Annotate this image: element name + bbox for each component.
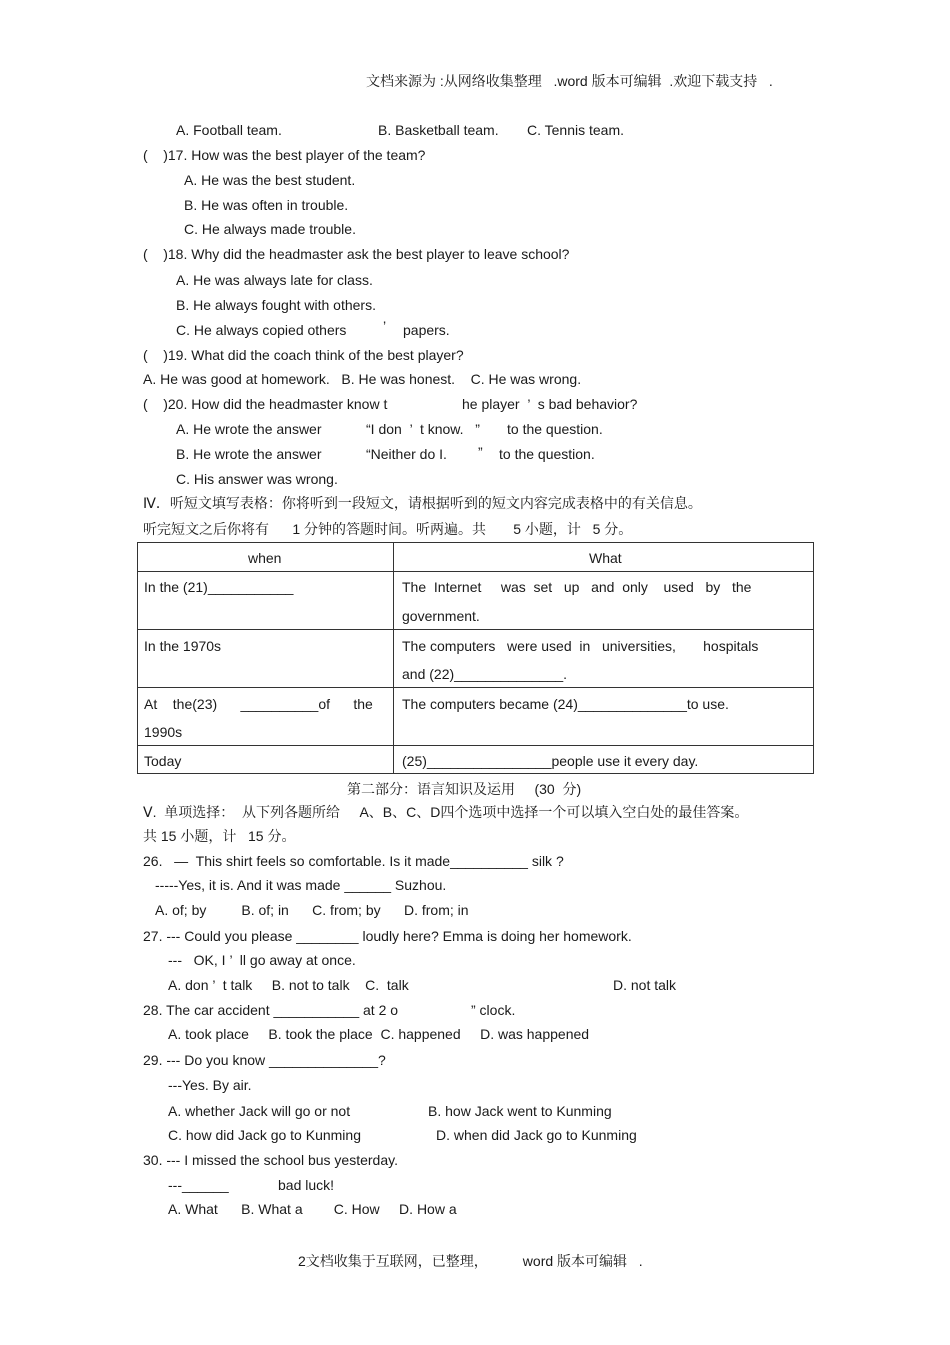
q18-option-a: A. He was always late for class. xyxy=(176,272,373,288)
q18-option-b: B. He always fought with others. xyxy=(176,297,376,313)
part2-title: 第二部分：语言知识及运用 (30 分) xyxy=(347,781,582,797)
q20-option-b-end: to the question. xyxy=(499,446,595,462)
q29-option-b: B. how Jack went to Kunming xyxy=(428,1103,612,1119)
q27-stem: 27. --- Could you please ________ loudly here? Emma is doing her homework. xyxy=(143,928,632,944)
q29-reply: ---Yes. By air. xyxy=(168,1077,252,1093)
table-row-2-when xyxy=(138,630,394,688)
q19-options: A. He was good at homework. B. He was honest. C. He was wrong. xyxy=(143,371,582,387)
q20-option-a-end: to the question. xyxy=(507,421,603,437)
q29-option-c: C. how did Jack go to Kunming xyxy=(168,1127,361,1143)
q28-options: A. took place B. took the place C. happened D. was happened xyxy=(168,1026,590,1042)
q20-option-b-quote: “Neither do I. xyxy=(366,446,447,462)
q30-options: A. What B. What a C. How D. How a xyxy=(168,1201,457,1217)
q27-options: A. don ’ t talk B. not to talk C. talk xyxy=(168,977,409,993)
q17-option-a: A. He was the best student. xyxy=(184,172,356,188)
q18-option-c-apostrophe: ’ xyxy=(383,318,387,334)
table-row-2-what xyxy=(394,630,813,688)
table-row-1-when xyxy=(138,572,394,630)
q27-option-d: D. not talk xyxy=(613,977,677,993)
q17-option-c: C. He always made trouble. xyxy=(184,221,356,237)
table-cell-text: At the(23) __________of the xyxy=(144,696,373,712)
table-cell-text: In the (21)___________ xyxy=(144,579,294,595)
table-header-when-label: when xyxy=(248,550,282,566)
q16-option-c: C. Tennis team. xyxy=(527,122,625,138)
q29-option-d: D. when did Jack go to Kunming xyxy=(436,1127,637,1143)
q30-stem: 30. --- I missed the school bus yesterday. xyxy=(143,1152,398,1168)
table-cell-text: government. xyxy=(402,608,480,624)
table-header-what xyxy=(394,543,813,572)
q16-option-b: B. Basketball team. xyxy=(378,122,499,138)
q17-option-b: B. He was often in trouble. xyxy=(184,197,349,213)
q20-option-c: C. His answer was wrong. xyxy=(176,471,338,487)
page-header: 文档来源为 :从网络收集整理 .word 版本可编辑 .欢迎下载支持 . xyxy=(366,73,773,89)
table-header-what-label: What xyxy=(589,550,622,566)
q18-option-c-end: papers. xyxy=(403,322,450,338)
q18-option-c: C. He always copied others xyxy=(176,322,347,338)
q20-stem-end: he player ’ s bad behavior? xyxy=(462,396,638,412)
q30-reply: ---______ xyxy=(168,1177,229,1193)
table-header-when xyxy=(138,543,394,572)
q20-stem: ( )20. How did the headmaster know t xyxy=(143,396,388,412)
q30-reply-end: bad luck! xyxy=(278,1177,335,1193)
section4-instructions-2: 听完短文之后你将有 1 分钟的答题时间。听两遍。共 5 小题，计 5 分。 xyxy=(143,521,633,537)
table-row-1-what xyxy=(394,572,813,630)
q29-stem: 29. --- Do you know ______________? xyxy=(143,1052,386,1068)
q26-reply: -----Yes, it is. And it was made ______ Suzhou. xyxy=(155,877,447,893)
table-cell-text: The Internet was set up and only used by the xyxy=(402,579,752,595)
table-cell-text: In the 1970s xyxy=(144,638,222,654)
section5-instructions-2: 共 15 小题，计 15 分。 xyxy=(143,828,296,844)
q19-stem: ( )19. What did the coach think of the best player? xyxy=(143,347,464,363)
q28-stem-end: ” clock. xyxy=(471,1002,516,1018)
section4-instructions: Ⅳ．听短文填写表格：你将听到一段短文，请根据听到的短文内容完成表格中的有关信息。 xyxy=(143,495,702,511)
q20-option-a-quote: “I don ’ t know. ” xyxy=(366,421,480,437)
table-row-4-when xyxy=(138,746,394,773)
page-footer: 2文档收集于互联网，已整理， word 版本可编辑 . xyxy=(298,1253,643,1269)
q20-option-b-closequote: ” xyxy=(478,444,483,460)
q16-option-a: A. Football team. xyxy=(176,122,282,138)
table-cell-text: and (22)______________. xyxy=(402,666,568,682)
q20-option-a: A. He wrote the answer xyxy=(176,421,322,437)
q18-stem: ( )18. Why did the headmaster ask the best player to leave school? xyxy=(143,246,570,262)
table-cell-text: Today xyxy=(144,753,182,769)
q20-option-b: B. He wrote the answer xyxy=(176,446,322,462)
table-cell-text: 1990s xyxy=(144,724,183,740)
table-cell-text: (25)________________people use it every day. xyxy=(402,753,699,769)
q29-option-a: A. whether Jack will go or not xyxy=(168,1103,351,1119)
q26-stem: 26. — This shirt feels so comfortable. Is it made__________ silk ? xyxy=(143,853,564,869)
table-row-3-what xyxy=(394,688,813,746)
table-cell-text: The computers were used in universities, hospitals xyxy=(402,638,759,654)
section5-instructions: Ⅴ. 单项选择： 从下列各题所给 A、B、C、D四个选项中选择一个可以填入空白处的最佳答案。 xyxy=(143,804,749,820)
q27-reply: --- OK, I ’ ll go away at once. xyxy=(168,952,356,968)
listening-table xyxy=(137,542,814,774)
q26-options: A. of; by B. of; in C. from; by D. from; in xyxy=(155,902,469,918)
table-row-4-what xyxy=(394,746,813,773)
q28-stem: 28. The car accident ___________ at 2 o xyxy=(143,1002,399,1018)
table-row-3-when xyxy=(138,688,394,746)
table-cell-text: The computers became (24)______________to use. xyxy=(402,696,729,712)
q17-stem: ( )17. How was the best player of the team? xyxy=(143,147,426,163)
